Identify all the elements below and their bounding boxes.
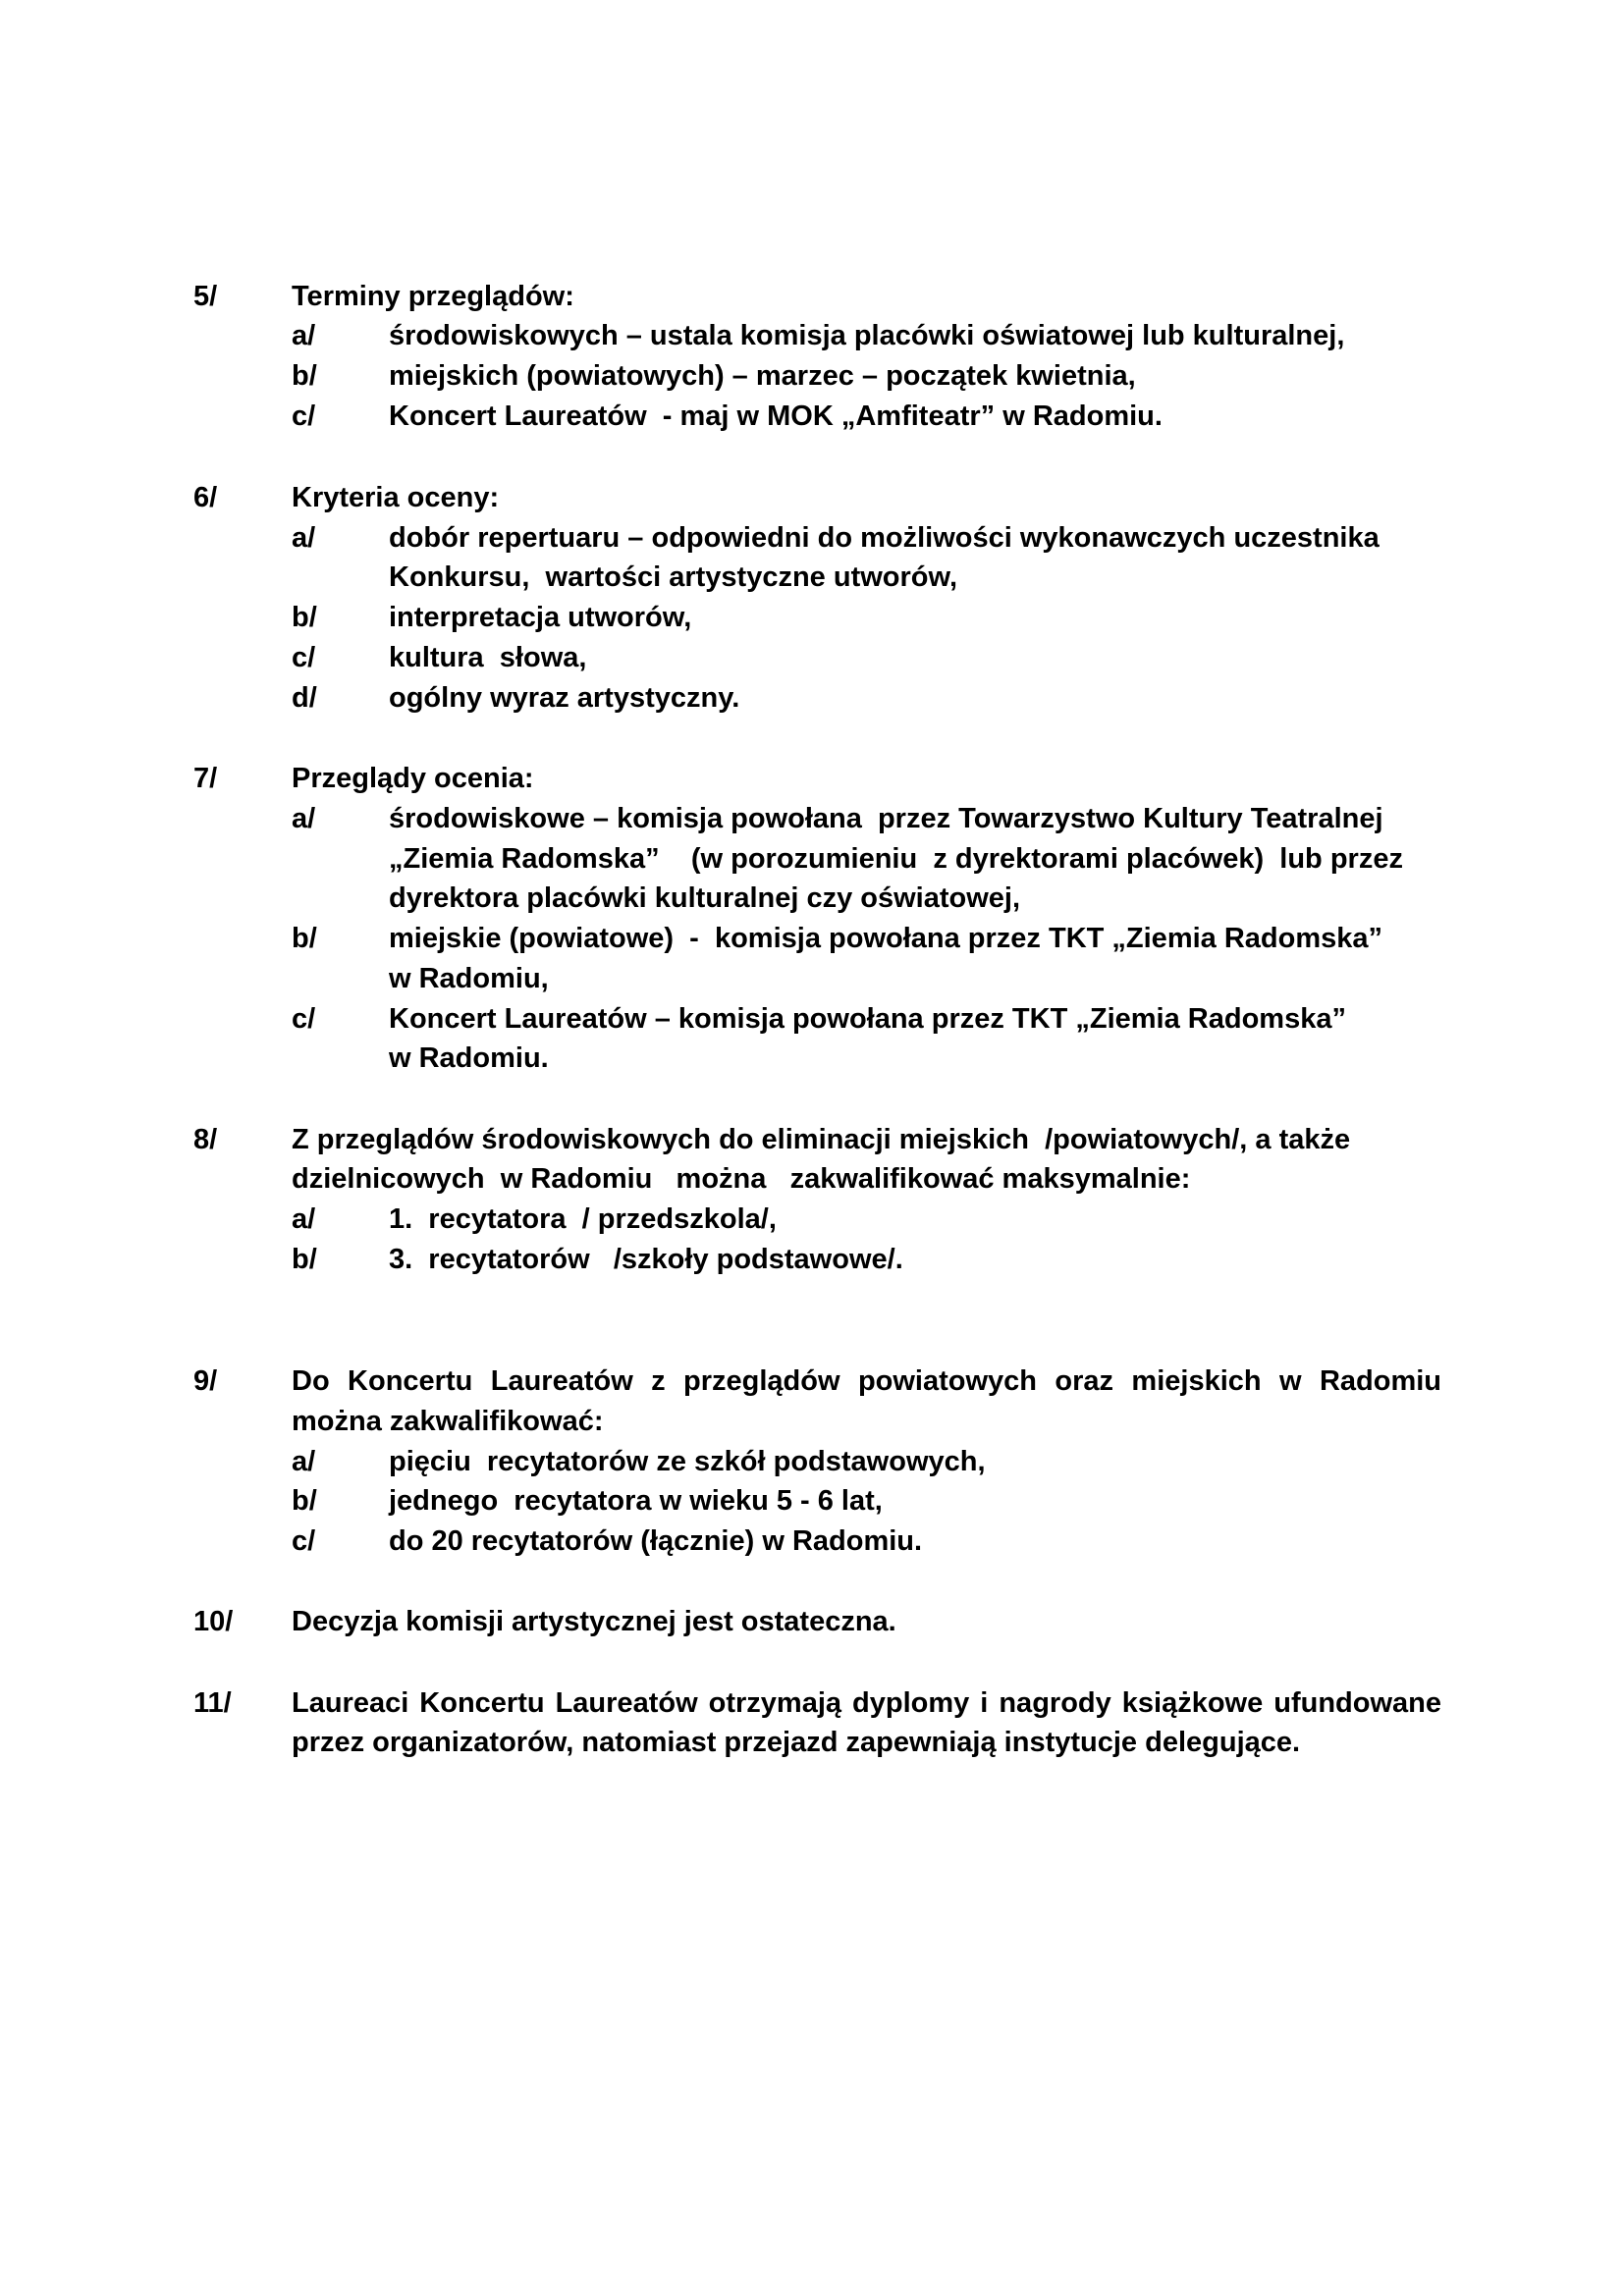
item-letter: c/ (292, 1003, 316, 1035)
item-text: środowiskowe – komisja powołana przez Towarzystwo Kultury Teatralnej (389, 803, 1383, 834)
item-letter: b/ (292, 923, 317, 954)
item-letter: b/ (292, 602, 317, 633)
section-heading: Kryteria oceny: (292, 482, 500, 513)
section-number: 8/ (193, 1124, 218, 1155)
section-heading: Z przeglądów środowiskowych do eliminacji miejskich /powiatowych/, a także (292, 1124, 1351, 1155)
item-letter: d/ (292, 682, 317, 714)
item-text: jednego recytatora w wieku 5 - 6 lat, (389, 1485, 883, 1517)
section-number: 9/ (193, 1365, 218, 1397)
item-letter: b/ (292, 360, 317, 392)
item-letter: b/ (292, 1485, 317, 1517)
item-text: do 20 recytatorów (łącznie) w Radomiu. (389, 1525, 923, 1557)
item-text: dobór repertuaru – odpowiedni do możliwości wykonawczych uczestnika (389, 522, 1380, 554)
item-text: dyrektora placówki kulturalnej czy oświatowej, (389, 882, 1021, 914)
section-heading: można zakwalifikować: (292, 1406, 604, 1437)
section-heading: Laureaci Koncertu Laureatów otrzymają dyplomy i nagrody książkowe ufundowane (292, 1687, 1441, 1719)
section-heading: przez organizatorów, natomiast przejazd zapewniają instytucje delegujące. (292, 1727, 1301, 1758)
item-letter: a/ (292, 522, 316, 554)
item-text: w Radomiu. (389, 1042, 549, 1074)
item-text: miejskich (powiatowych) – marzec – początek kwietnia, (389, 360, 1136, 392)
item-text: w Radomiu, (389, 963, 549, 994)
item-letter: a/ (292, 320, 316, 351)
item-text: pięciu recytatorów ze szkół podstawowych, (389, 1446, 986, 1477)
item-letter: c/ (292, 1525, 316, 1557)
item-letter: c/ (292, 400, 316, 432)
item-text: Koncert Laureatów – komisja powołana przez TKT „Ziemia Radomska” (389, 1003, 1346, 1035)
item-text: 3. recytatorów /szkoły podstawowe/. (389, 1244, 903, 1275)
section-heading: dzielnicowych w Radomiu można zakwalifikować maksymalnie: (292, 1163, 1191, 1195)
item-letter: a/ (292, 1446, 316, 1477)
item-text: „Ziemia Radomska” (w porozumieniu z dyrektorami placówek) lub przez (389, 843, 1403, 875)
item-text: Koncert Laureatów - maj w MOK „Amfiteatr” w Radomiu. (389, 400, 1163, 432)
section-heading: Przeglądy ocenia: (292, 763, 534, 794)
section-heading: Decyzja komisji artystycznej jest ostateczna. (292, 1606, 896, 1637)
section-number: 10/ (193, 1606, 234, 1637)
section-number: 11/ (193, 1687, 232, 1719)
item-text: Konkursu, wartości artystyczne utworów, (389, 561, 958, 593)
item-text: 1. recytatora / przedszkola/, (389, 1203, 777, 1235)
item-letter: a/ (292, 803, 316, 834)
item-text: interpretacja utworów, (389, 602, 692, 633)
section-number: 5/ (193, 281, 218, 312)
section-number: 6/ (193, 482, 218, 513)
section-heading: Terminy przeglądów: (292, 281, 574, 312)
item-text: środowiskowych – ustala komisja placówki oświatowej lub kulturalnej, (389, 320, 1345, 351)
item-text: ogólny wyraz artystyczny. (389, 682, 740, 714)
section-number: 7/ (193, 763, 218, 794)
section-heading: Do Koncertu Laureatów z przeglądów powiatowych oraz miejskich w Radomiu (292, 1365, 1441, 1397)
item-letter: a/ (292, 1203, 316, 1235)
item-letter: c/ (292, 642, 316, 673)
item-text: kultura słowa, (389, 642, 587, 673)
item-text: miejskie (powiatowe) - komisja powołana przez TKT „Ziemia Radomska” (389, 923, 1383, 954)
item-letter: b/ (292, 1244, 317, 1275)
